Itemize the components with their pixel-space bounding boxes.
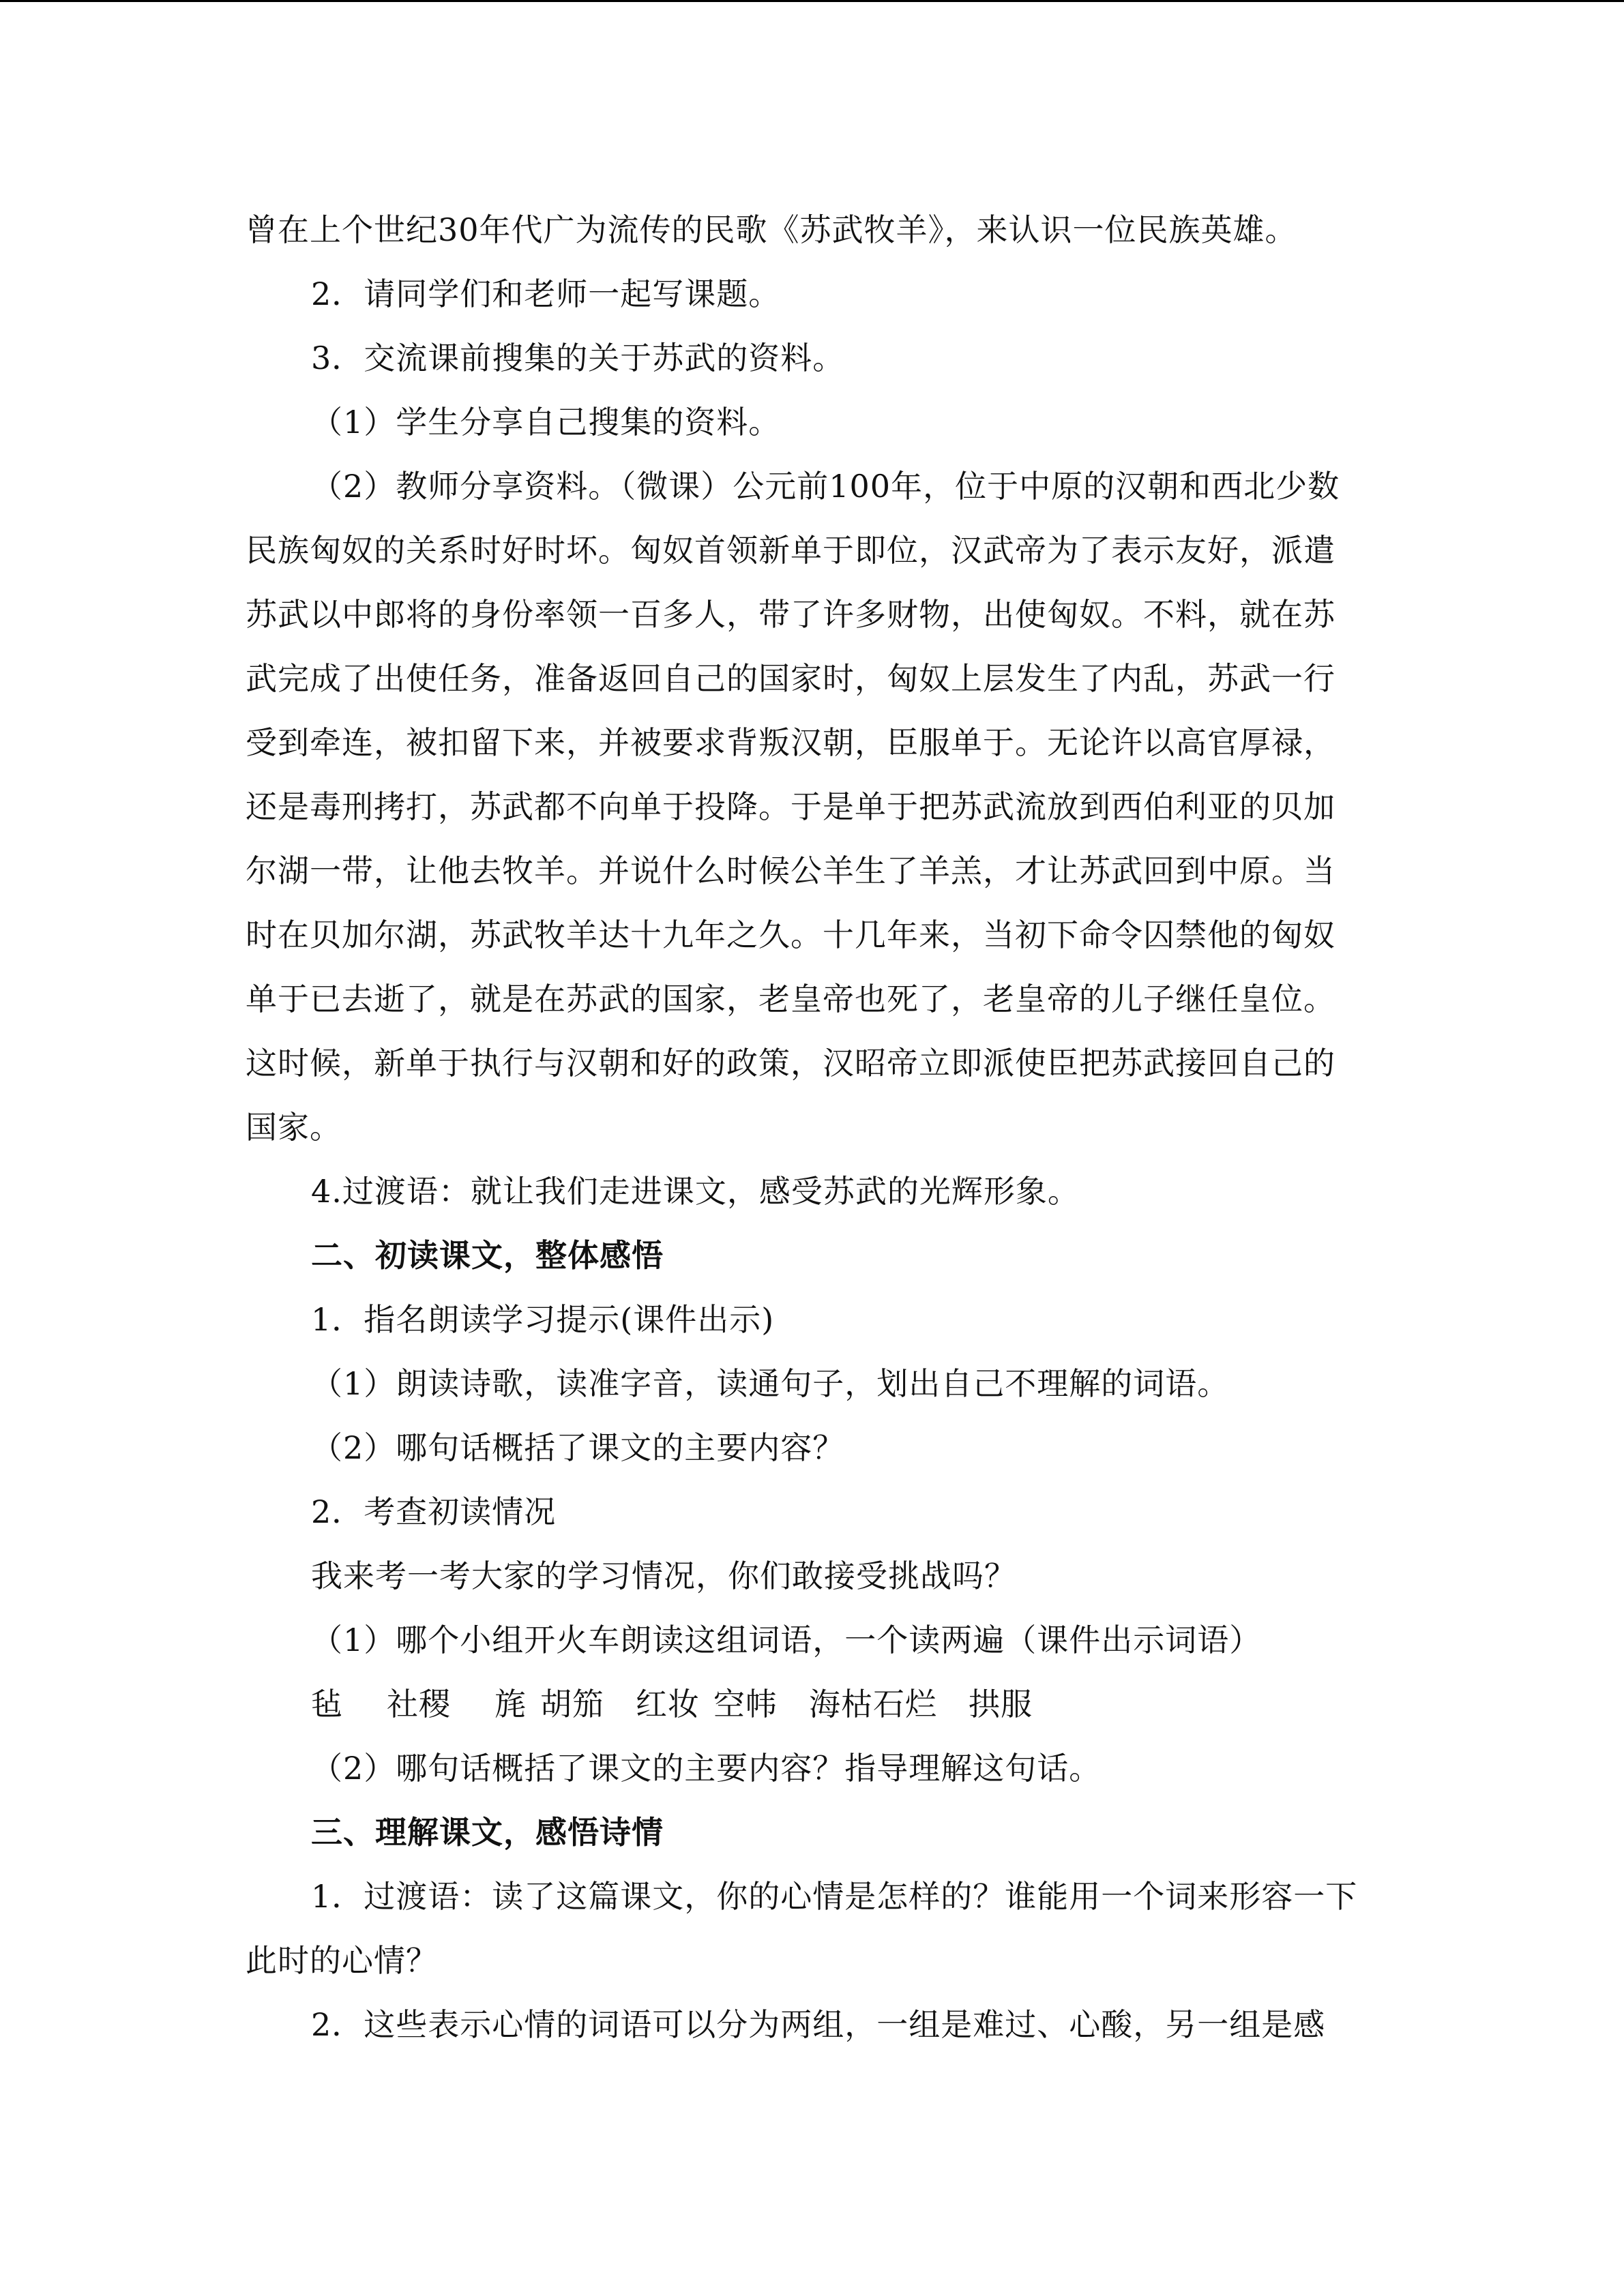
vocab-word: 空帏 [713, 1686, 778, 1723]
vocab-word: 拱服 [969, 1686, 1033, 1723]
vocab-word: 社稷 [387, 1686, 451, 1723]
paragraph-line: 1．指名朗读学习提示(课件出示) [311, 1301, 775, 1338]
paragraph-line: 民族匈奴的关系时好时坏。匈奴首领新单于即位，汉武帝为了表示友好，派遣 [246, 532, 1335, 569]
vocab-word: 海枯石烂 [809, 1686, 937, 1723]
paragraph-line: 苏武以中郎将的身份率领一百多人，带了许多财物，出使匈奴。不料，就在苏 [246, 596, 1335, 633]
paragraph-line: 1．过渡语：读了这篇课文，你的心情是怎样的？谁能用一个词来形容一下 [311, 1878, 1358, 1915]
paragraph-line: 还是毒刑拷打，苏武都不向单于投降。于是单于把苏武流放到西伯利亚的贝加 [246, 788, 1335, 825]
page-top-border [0, 0, 1624, 2]
paragraph-line: 这时候，新单于执行与汉朝和好的政策，汉昭帝立即派使臣把苏武接回自己的 [246, 1045, 1335, 1082]
paragraph-line: 国家。 [246, 1109, 342, 1146]
document-body [246, 198, 1378, 2057]
paragraph-line: （2）哪句话概括了课文的主要内容？指导理解这句话。 [311, 1750, 1102, 1787]
paragraph-line: 武完成了出使任务，准备返回自己的国家时，匈奴上层发生了内乱，苏武一行 [246, 660, 1335, 697]
paragraph-line: （2）教师分享资料。（微课）公元前100年，位于中原的汉朝和西北少数 [311, 468, 1340, 505]
paragraph-line: 2．这些表示心情的词语可以分为两组，一组是难过、心酸，另一组是感 [311, 2006, 1326, 2043]
paragraph-line: 曾在上个世纪30年代广为流传的民歌《苏武牧羊》，来认识一位民族英雄。 [246, 211, 1297, 248]
paragraph-line: 2．考查初读情况 [311, 1493, 557, 1530]
vocab-word: 红妆 [636, 1686, 700, 1723]
paragraph-line: 时在贝加尔湖，苏武牧羊达十九年之久。十几年来，当初下命令囚禁他的匈奴 [246, 916, 1335, 953]
vocab-list [246, 1672, 1378, 1736]
paragraph-line: （1）哪个小组开火车朗读这组词语，一个读两遍（课件出示词语） [311, 1622, 1262, 1658]
vocab-word: 旄 [494, 1686, 527, 1723]
paragraph-line: 2．请同学们和老师一起写课题。 [311, 275, 781, 312]
section-heading: 三、理解课文，感悟诗情 [311, 1814, 664, 1851]
paragraph-line: 我来考一考大家的学习情况，你们敢接受挑战吗？ [311, 1557, 1016, 1594]
section-heading: 二、初读课文，整体感悟 [311, 1237, 664, 1274]
paragraph-line: 此时的心情？ [246, 1942, 438, 1979]
paragraph-line: （1）学生分享自己搜集的资料。 [311, 404, 781, 441]
paragraph-line: 3．交流课前搜集的关于苏武的资料。 [311, 340, 845, 376]
vocab-word: 胡笳 [540, 1686, 604, 1723]
paragraph-line: 尔湖一带，让他去牧羊。并说什么时候公羊生了羊羔，才让苏武回到中原。当 [246, 852, 1335, 889]
paragraph-line: （1）朗读诗歌，读准字音，读通句子，划出自己不理解的词语。 [311, 1365, 1230, 1402]
paragraph-line: 4.过渡语：就让我们走进课文，感受苏武的光辉形象。 [311, 1173, 1080, 1210]
paragraph-line: （2）哪句话概括了课文的主要内容？ [311, 1429, 845, 1466]
vocab-word: 毡 [311, 1686, 343, 1723]
paragraph-line: 单于已去逝了，就是在苏武的国家，老皇帝也死了，老皇帝的儿子继任皇位。 [246, 981, 1335, 1017]
paragraph-line: 受到牵连，被扣留下来，并被要求背叛汉朝，臣服单于。无论许以高官厚禄， [246, 724, 1335, 761]
